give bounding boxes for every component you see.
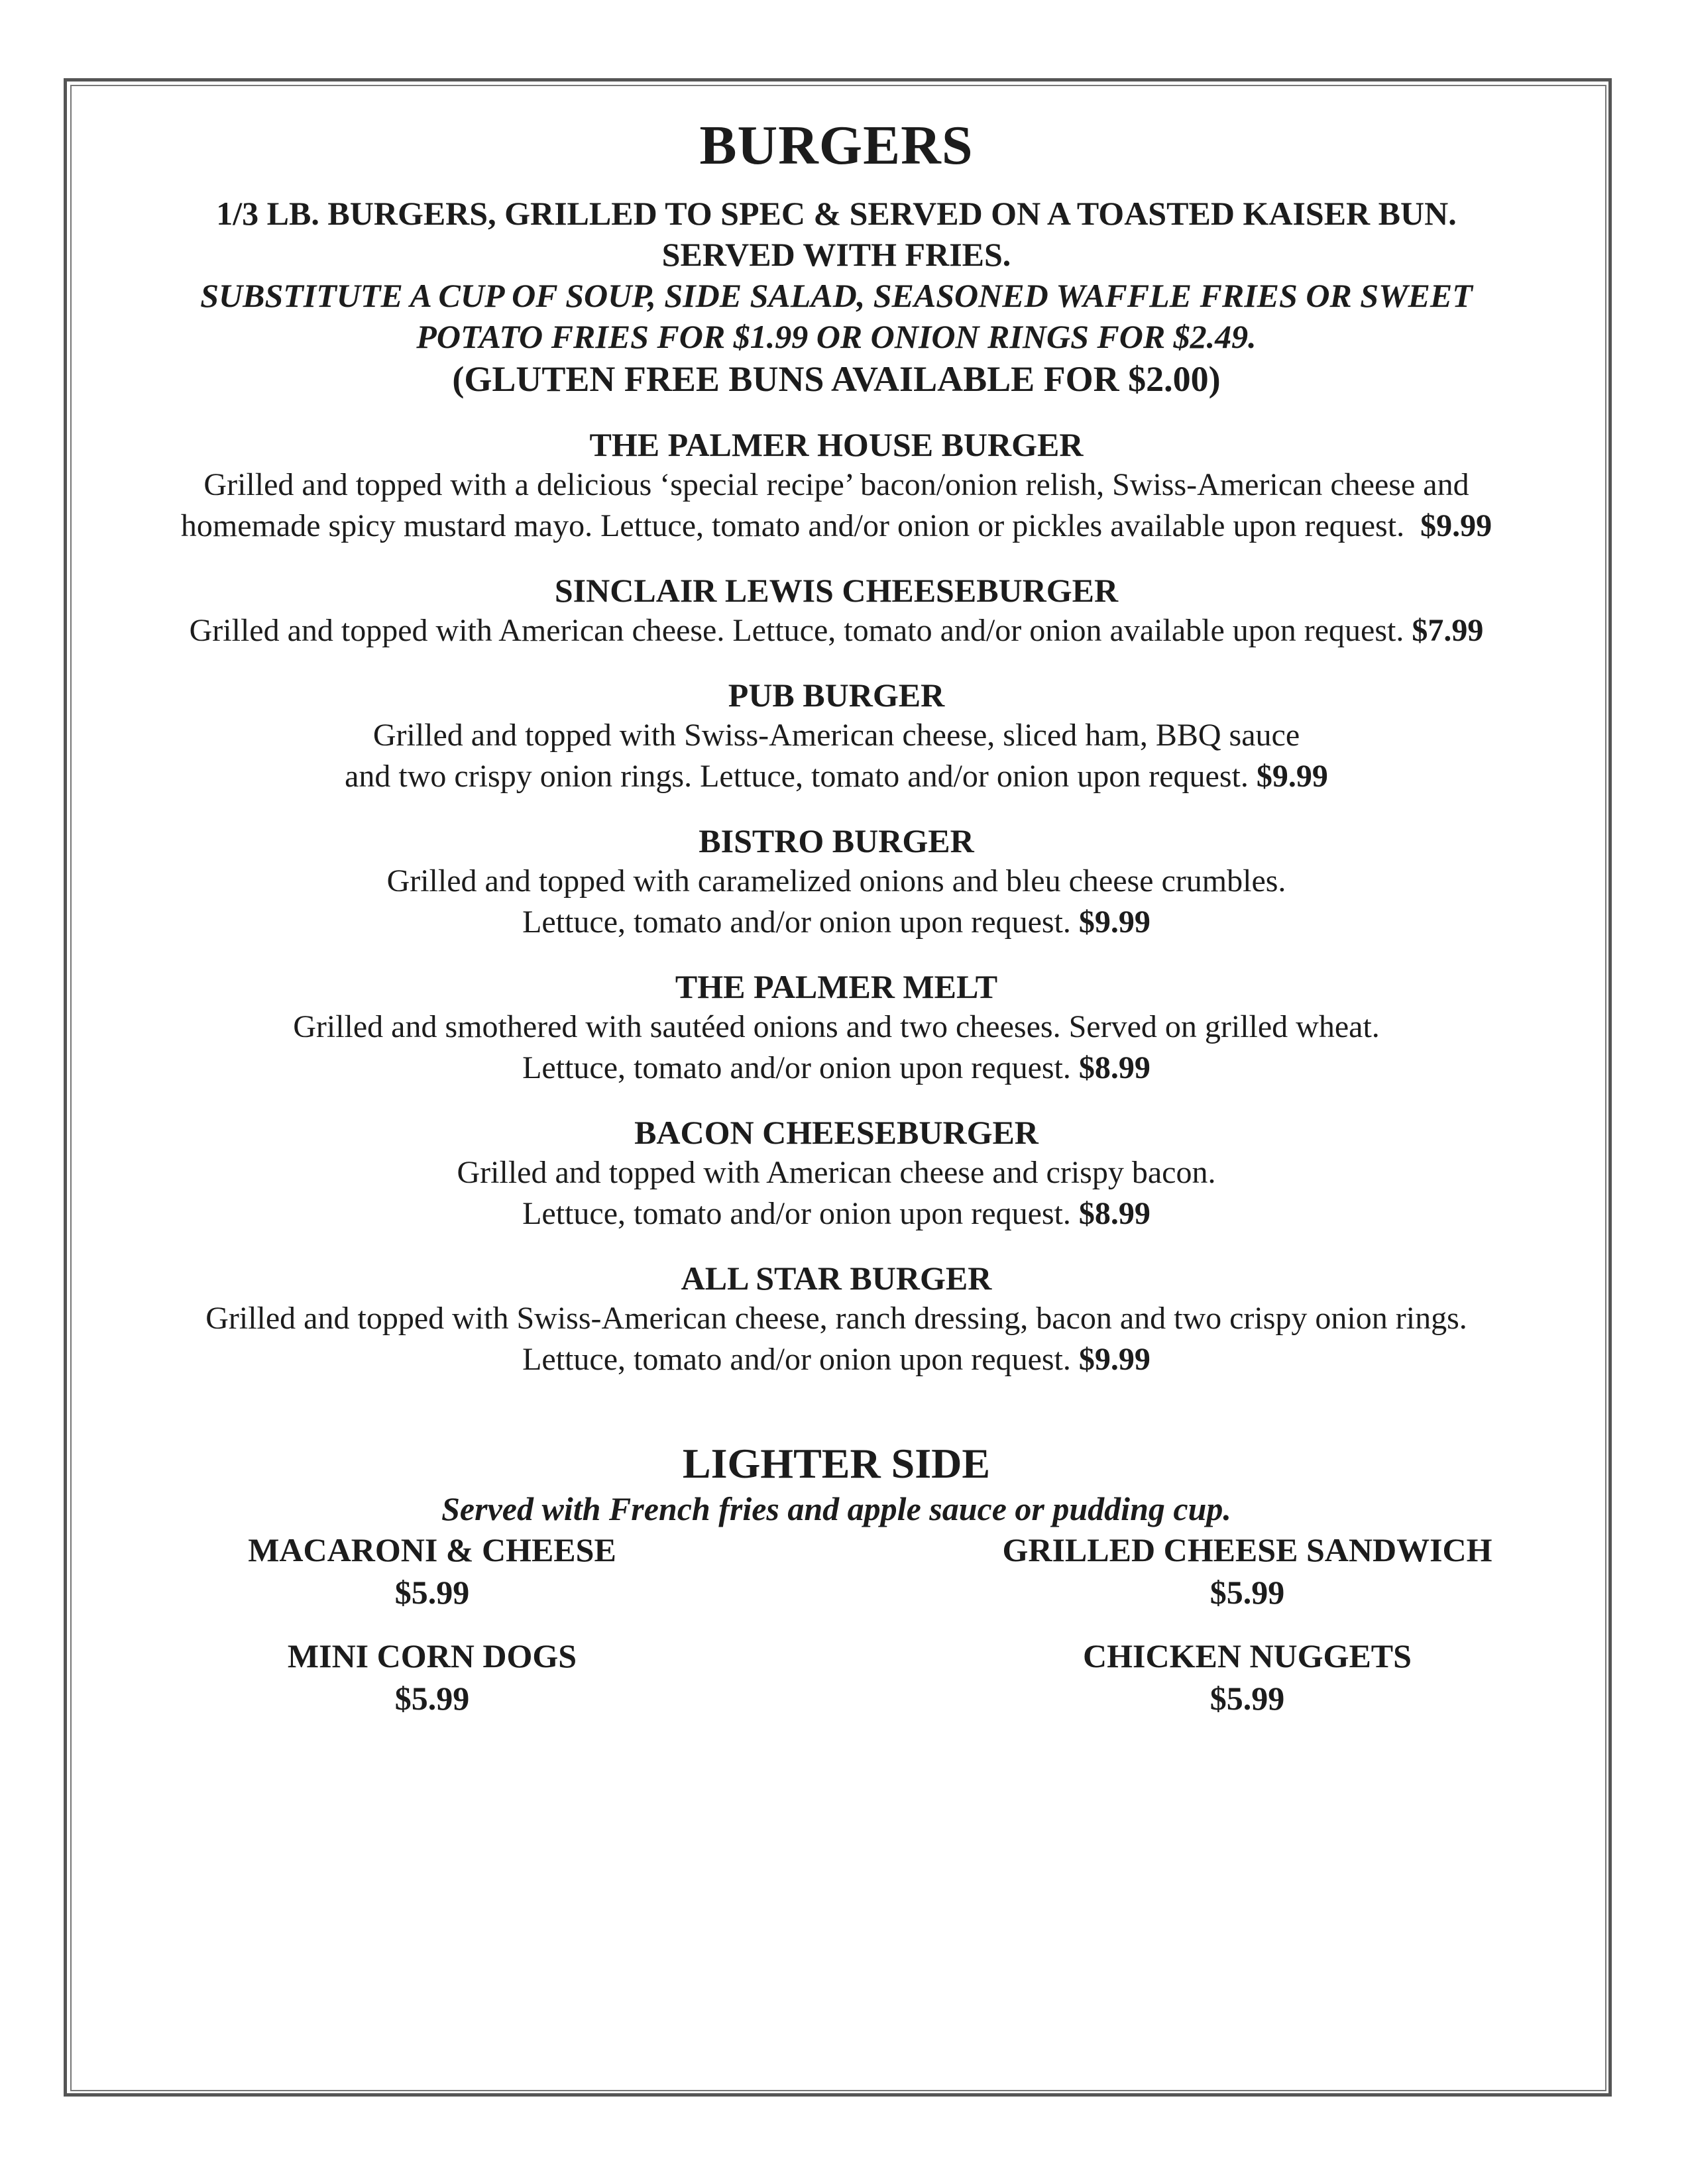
menu-item-bacon-cheeseburger	[74, 1113, 1599, 1234]
item-price: $7.99	[1412, 612, 1484, 648]
item-price: $9.99	[1078, 904, 1151, 940]
lighter-item-chicken-nuggets	[949, 1635, 1546, 1720]
item-name: THE PALMER MELT	[675, 967, 998, 1005]
item-desc-text: Lettuce, tomato and/or onion upon request.	[522, 1195, 1071, 1231]
item-desc-text: Lettuce, tomato and/or onion upon request.	[522, 1050, 1071, 1085]
menu-item-palmer-house-burger	[74, 425, 1599, 547]
substitute-line-2: POTATO FRIES FOR $1.99 OR ONION RINGS FOR $2.49.	[416, 317, 1257, 355]
item-price: $5.99	[394, 1679, 470, 1717]
item-desc-line-1: Grilled and smothered with sautéed onions and two cheeses. Served on grilled wheat.	[293, 1009, 1380, 1044]
lighter-side-heading: LIGHTER SIDE	[682, 1439, 991, 1487]
item-desc-line-1: Grilled and topped with American cheese and crispy bacon.	[457, 1154, 1216, 1190]
menu-item-sinclair-lewis-cheeseburger	[74, 571, 1599, 651]
menu-item-all-star-burger	[74, 1258, 1599, 1380]
item-name: CHICKEN NUGGETS	[1083, 1637, 1412, 1674]
menu-item-palmer-melt	[74, 967, 1599, 1089]
item-desc-line-1: Grilled and topped with caramelized onions and bleu cheese crumbles.	[386, 863, 1286, 899]
gluten-free-note: (GLUTEN FREE BUNS AVAILABLE FOR $2.00)	[452, 358, 1221, 399]
item-price: $9.99	[1256, 758, 1328, 794]
item-price: $9.99	[1420, 508, 1492, 543]
item-desc-line-1: Grilled and topped with Swiss-American cheese, ranch dressing, bacon and two crispy onion rings.	[205, 1300, 1467, 1336]
item-desc-line-2	[74, 1193, 1599, 1234]
lighter-side-items	[74, 1529, 1599, 1727]
item-name: SINCLAIR LEWIS CHEESEBURGER	[554, 571, 1119, 609]
burgers-heading: BURGERS	[699, 115, 974, 176]
substitute-line-1: SUBSTITUTE A CUP OF SOUP, SIDE SALAD, SEASONED WAFFLE FRIES OR SWEET	[200, 276, 1473, 314]
intro-line-1: 1/3 LB. BURGERS, GRILLED TO SPEC & SERVED ON A TOASTED KAISER BUN.	[216, 194, 1457, 232]
item-desc-line-1: Grilled and topped with Swiss-American cheese, sliced ham, BBQ sauce	[372, 717, 1300, 753]
item-desc-line-2	[74, 756, 1599, 797]
item-desc-line-2	[74, 1048, 1599, 1089]
item-desc-text: Lettuce, tomato and/or onion upon request.	[522, 1341, 1071, 1377]
item-desc-line-2	[74, 1339, 1599, 1380]
item-price: $8.99	[1078, 1195, 1151, 1231]
item-desc-line-2	[74, 902, 1599, 943]
item-name: BISTRO BURGER	[699, 822, 974, 859]
item-desc-text: homemade spicy mustard mayo. Lettuce, tomato and/or onion or pickles available upon request.	[180, 508, 1405, 543]
item-price: $9.99	[1078, 1341, 1151, 1377]
item-name: THE PALMER HOUSE BURGER	[589, 425, 1084, 463]
item-desc-text: Grilled and topped with American cheese. Lettuce, tomato and/or onion available upon request.	[189, 612, 1404, 648]
item-desc-line-1: Grilled and topped with a delicious ‘special recipe’ bacon/onion relish, Swiss-American cheese and	[203, 466, 1469, 502]
menu-item-bistro-burger	[74, 821, 1599, 943]
item-name: GRILLED CHEESE SANDWICH	[1002, 1531, 1492, 1568]
item-price: $5.99	[1209, 1679, 1285, 1717]
lighter-side-subtitle: Served with French fries and apple sauce or pudding cup.	[441, 1490, 1231, 1527]
item-price: $8.99	[1078, 1050, 1151, 1085]
menu-item-pub-burger	[74, 675, 1599, 797]
lighter-item-grilled-cheese	[949, 1529, 1546, 1613]
item-desc-line-1	[74, 610, 1599, 651]
item-desc-text: and two crispy onion rings. Lettuce, tomato and/or onion upon request.	[345, 758, 1249, 794]
item-name: ALL STAR BURGER	[681, 1259, 992, 1297]
burgers-intro	[74, 193, 1599, 401]
item-price: $5.99	[1209, 1573, 1285, 1611]
item-price: $5.99	[394, 1573, 470, 1611]
item-name: MACARONI & CHEESE	[248, 1531, 616, 1568]
intro-line-2: SERVED WITH FRIES.	[661, 235, 1011, 273]
item-desc-line-2	[74, 506, 1599, 547]
item-desc-text: Lettuce, tomato and/or onion upon request.	[522, 904, 1071, 940]
lighter-item-mini-corn-dogs	[167, 1635, 697, 1720]
item-name: PUB BURGER	[728, 676, 945, 714]
item-name: MINI CORN DOGS	[287, 1637, 577, 1674]
menu-page	[74, 86, 1599, 1727]
item-name: BACON CHEESEBURGER	[634, 1113, 1039, 1151]
lighter-item-macaroni	[167, 1529, 697, 1613]
